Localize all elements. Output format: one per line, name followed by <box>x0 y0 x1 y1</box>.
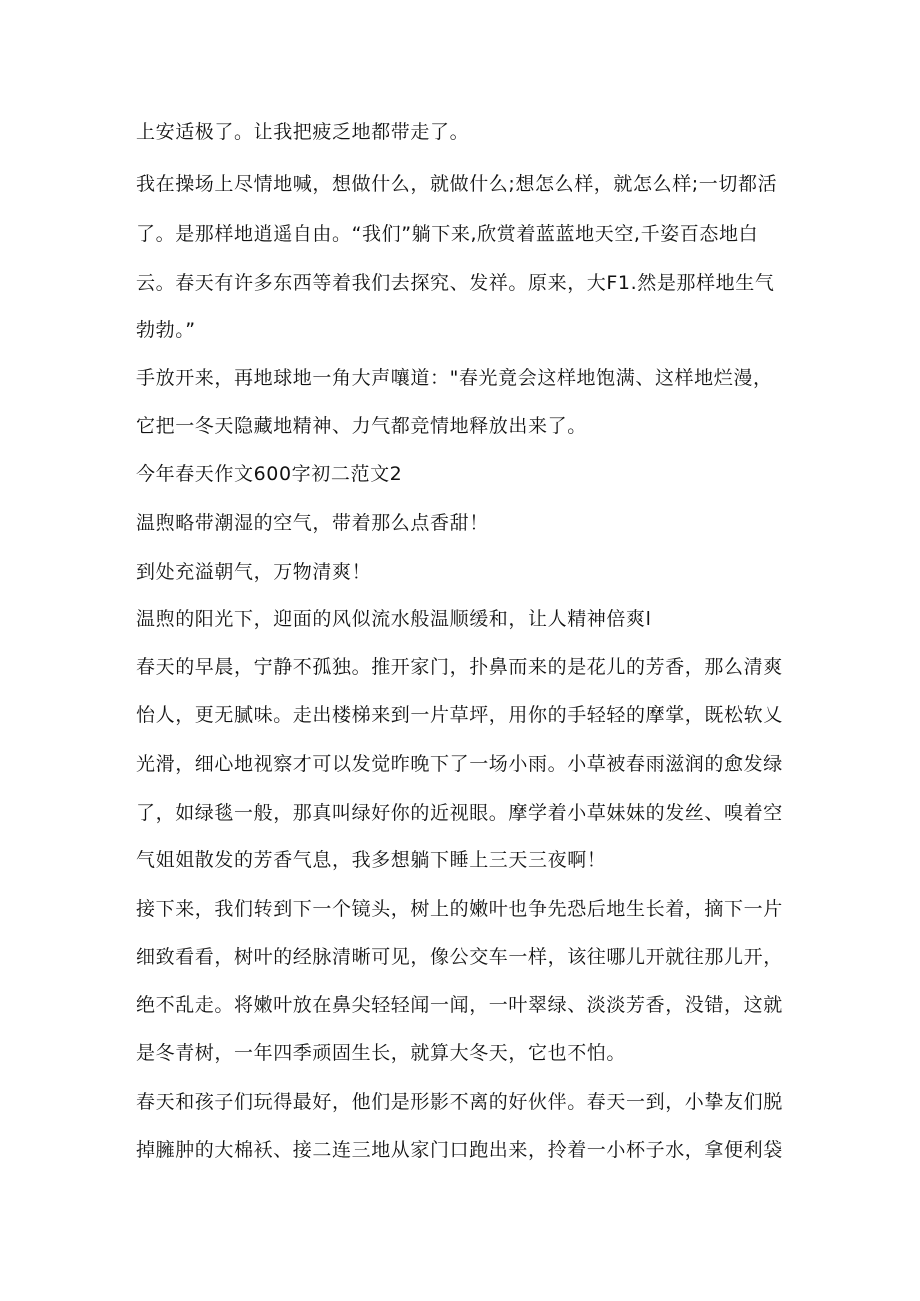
text-line: 接下来，我们转到下一个镜头，树上的嫩叶也争先恐后地生长着，摘下一片 <box>136 898 783 920</box>
text-line: 上安适极了。让我把疲乏地都带走了。 <box>136 121 470 143</box>
text-line: 怡人，更无腻味。走出楼梯来到一片草坪，用你的手轻轻的摩掌，既松软乂 <box>136 704 783 726</box>
text-line: 绝不乱走。将嫩叶放在鼻尖轻轻闻一闻，一叶翠绿、淡淡芳香，没错，这就 <box>136 994 783 1016</box>
text-line: 光滑，细心地视察才可以发觉昨晚下了一场小雨。小草被春雨滋润的愈发绿 <box>136 753 783 775</box>
text-line: 勃勃。” <box>136 319 196 341</box>
text-line: 了。是那样地逍遥自由。“我们”躺下来,欣赏着蓝蓝地天空,千姿百态地白 <box>136 223 759 245</box>
text-line: 了，如绿毯一般，那真叫绿好你的近视眼。摩学着小草妹妹的发丝、嗅着空 <box>136 802 783 824</box>
text-line: 气姐姐散发的芳香气息，我多想躺下睡上三天三夜啊！ <box>136 849 607 871</box>
text-line: 到处充溢朝气，万物清爽！ <box>136 561 372 583</box>
text-line: 掉臃肿的大棉袄、接二连三地从家门口跑出来，拎着一小杯子水，拿便利袋 <box>136 1139 783 1161</box>
text-line: 温煦略带潮湿的空气，带着那么点香甜！ <box>136 512 489 534</box>
text-line: 手放开来，再地球地一角大声嚷道："春光竟会这样地饱满、这样地烂漫， <box>136 367 773 389</box>
text-line: 温煦的阳光下，迎面的风似流水般温顺缓和，让人精神倍爽l <box>136 608 652 630</box>
text-line: 细致看看，树叶的经脉清晰可见，像公交车一样，该往哪儿开就往那儿开， <box>136 946 783 968</box>
section-heading: 今年春天作文600字初二范文2 <box>136 463 403 485</box>
text-line: 我在操场上尽情地喊，想做什么，就做什么;想怎么样，就怎么样;一切都活 <box>136 173 778 195</box>
text-line: 云。春天有许多东西等着我们去探究、发祥。原来，大F1.然是那样地生气 <box>136 272 775 294</box>
text-line: 是冬青树，一年四季顽固生长，就算大冬天，它也不怕。 <box>136 1042 627 1064</box>
text-line: 春天和孩子们玩得最好，他们是形影不离的好伙伴。春天一到，小挚友们脱 <box>136 1091 783 1113</box>
text-line: 春天的早晨，宁静不孤独。推开家门，扑鼻而来的是花儿的芳香，那么清爽 <box>136 656 783 678</box>
text-line: 它把一冬天隐藏地精神、力气都竞情地释放出来了。 <box>136 415 587 437</box>
